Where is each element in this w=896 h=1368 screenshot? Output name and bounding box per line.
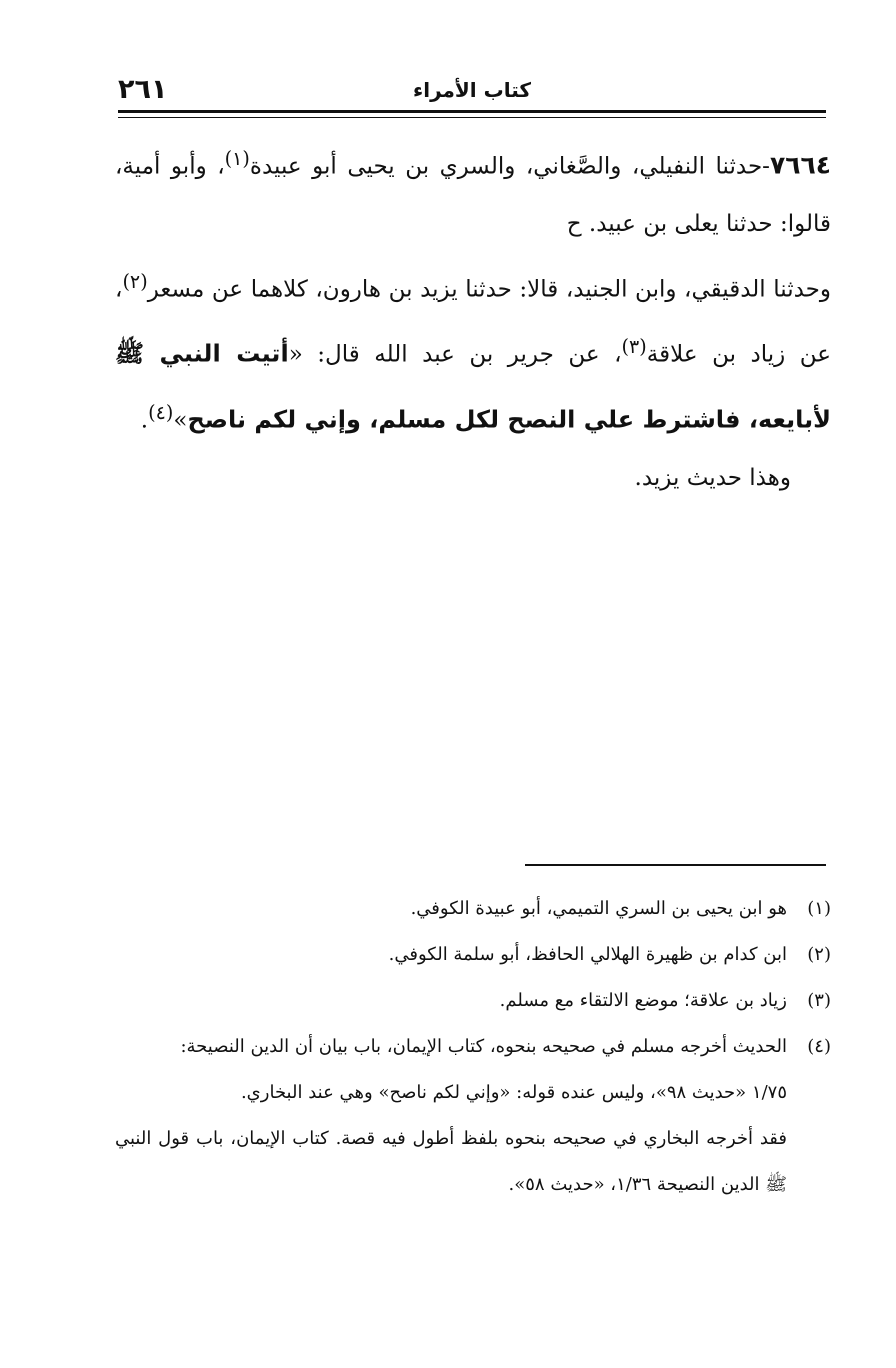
footnote-4	[115, 1024, 831, 1070]
footnote-text: زياد بن علاقة؛ موضع الالتقاء مع مسلم.	[499, 990, 787, 1011]
page-header	[118, 70, 826, 110]
footnote-text: الحديث أخرجه مسلم في صحيحه بنحوه، كتاب الإيمان، باب بيان أن الدين النصيحة:	[180, 1036, 787, 1057]
quote-close: »	[173, 407, 188, 434]
para2-text-a: وحدثنا الدقيقي، وابن الجنيد، قالا: حدثنا يزيد بن هارون، كلاهما عن مسعر	[147, 276, 831, 303]
footnotes	[115, 886, 831, 1208]
hadith-matn: أتيت النبي ﷺ لأبايعه، فاشترط علي النصح لكل مسلم، وإني لكم ناصح	[115, 339, 831, 434]
footnote-3	[115, 978, 831, 1024]
para2-text-c: ، عن جرير بن عبد الله قال: «	[288, 341, 622, 368]
header-rule-thin	[118, 117, 826, 118]
hadith-paragraph-3: وهذا حديث يزيد.	[634, 464, 791, 491]
footnote-marker-1: (١)	[224, 147, 250, 170]
footnote-separator	[525, 864, 826, 866]
footnote-2	[115, 932, 831, 978]
footnote-number: (٣)	[807, 990, 831, 1011]
para2-end: .	[140, 407, 149, 434]
footnote-4-line-2: ١/٧٥ «حديث ٩٨»، وليس عنده قوله: «وإني لكم ناصح» وهي عند البخاري.	[240, 1082, 787, 1103]
footnote-number: (٤)	[807, 1036, 831, 1057]
footnote-number: (١)	[807, 898, 831, 919]
hadith-number: ٧٦٦٤	[769, 150, 831, 180]
main-text	[115, 130, 831, 507]
page-number: ٢٦١	[118, 74, 168, 105]
hadith-paragraph-1	[115, 130, 831, 253]
footnote-number: (٢)	[807, 944, 831, 965]
running-title: كتاب الأمراء	[412, 78, 532, 102]
footnote-text: ابن كدام بن ظهيرة الهلالي الحافظ، أبو سلمة الكوفي.	[388, 944, 787, 965]
header-rule	[118, 110, 826, 113]
para2-text-b: ، عن زياد بن علاقة	[115, 276, 832, 368]
footnote-1	[115, 886, 831, 932]
para1-text: -حدثنا النفيلي، والصَّغاني، والسري بن يحيى أبو عبيدة	[249, 153, 770, 180]
footnote-text: هو ابن يحيى بن السري التميمي، أبو عبيدة الكوفي.	[410, 898, 787, 919]
footnote-marker-2: (٢)	[122, 269, 148, 293]
footnote-marker-4: (٤)	[148, 400, 174, 424]
footnote-marker-3: (٣)	[621, 335, 647, 359]
footnote-4-line-3: فقد أخرجه البخاري في صحيحه بنحوه بلفظ أطول فيه قصة. كتاب الإيمان، باب قول النبي ﷺ الدين النصيحة ١/٣٦، «حديث ٥٨».	[115, 1128, 787, 1195]
para1-tail: ، وأبو أمية، قالوا: حدثنا يعلى بن عبيد. ح	[115, 153, 831, 237]
hadith-paragraph-2	[115, 253, 831, 450]
